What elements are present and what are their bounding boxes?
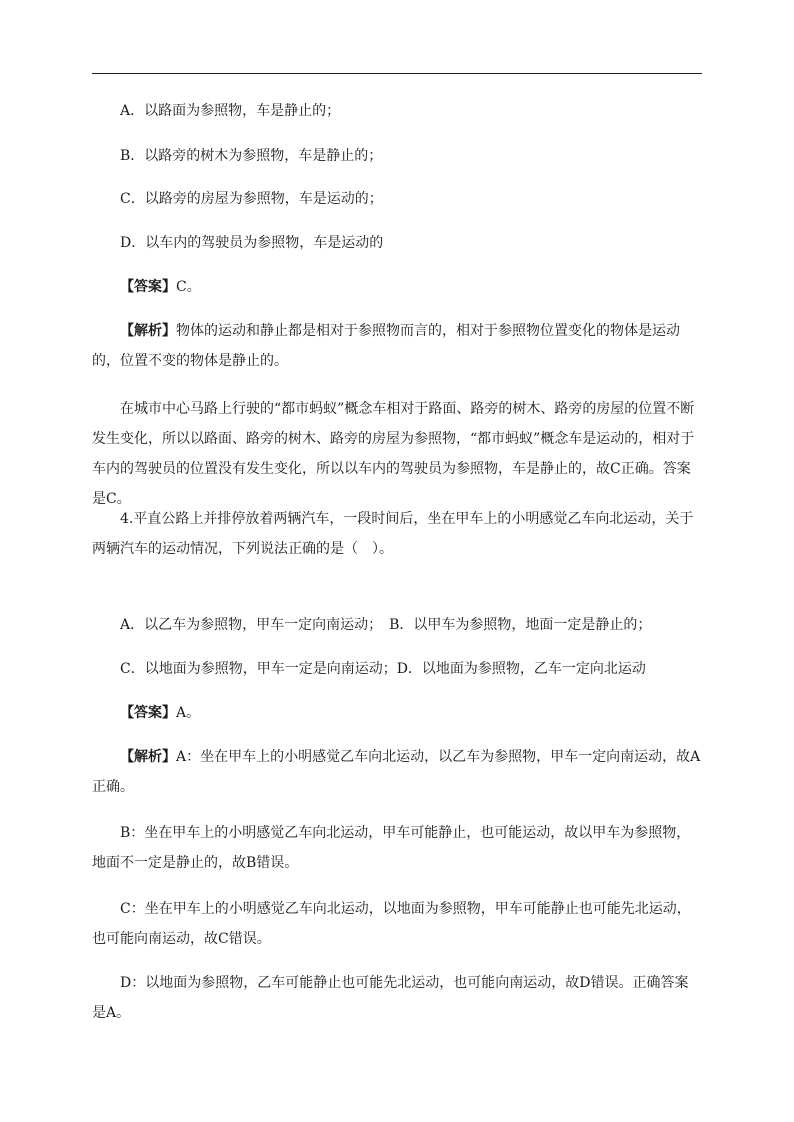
q4-options-line-1: A．以乙车为参照物，甲车一定向南运动； B．以甲车为参照物，地面一定是静止的； — [120, 617, 652, 633]
analysis-text: A：坐在甲车上的小明感觉乙车向北运动，以乙车为参照物，甲车一定向南运动，故A正确。 — [92, 749, 701, 795]
header-rule — [92, 73, 702, 74]
answer-text: C。 — [176, 279, 201, 295]
q4-question: 4.平直公路上并排停放着两辆汽车，一段时间后，坐在甲车上的小明感觉乙车向北运动，关于两辆汽车的运动情况，下列说法正确的是（ ）。 — [92, 511, 694, 557]
answer-text: A。 — [176, 705, 201, 721]
answer-tag: 【答案】 — [120, 279, 176, 295]
q4-analysis-d: D：以地面为参照物，乙车可能静止也可能先北运动，也可能向南运动，故D错误。正确答案是A。 — [92, 975, 689, 1021]
q3-analysis — [92, 316, 702, 376]
analysis-tag: 【解析】 — [120, 323, 176, 339]
q3-analysis-paragraph-2: 在城市中心马路上行驶的“都市蚂蚁”概念车相对于路面、路旁的树木、路旁的房屋的位置不断发生变化，所以以路面、路旁的树木、路旁的房屋为参照物，“都市蚂蚁”概念车是运动的，相对于车内的驾驶员的位置没有发生变化，所以以车内的驾驶员为参照物，车是静止的，故C正确。答案是C。 — [92, 401, 695, 507]
q3-option-a: A．以路面为参照物，车是静止的； — [120, 103, 341, 119]
q3-answer — [92, 272, 702, 302]
q4-answer — [92, 698, 702, 728]
analysis-text: 物体的运动和静止都是相对于参照物而言的，相对于参照物位置变化的物体是运动的，位置不变的物体是静止的。 — [92, 323, 680, 369]
q3-option-c: C．以路旁的房屋为参照物，车是运动的； — [120, 191, 383, 207]
q3-option-d: D．以车内的驾驶员为参照物，车是运动的 — [120, 235, 384, 251]
q4-analysis-a — [92, 742, 702, 802]
analysis-tag: 【解析】 — [120, 749, 176, 765]
q4-options-line-2: C．以地面为参照物，甲车一定是向南运动；D．以地面为参照物，乙车一定向北运动 — [120, 661, 646, 677]
q3-option-b: B．以路旁的树木为参照物，车是静止的； — [120, 148, 383, 164]
answer-tag: 【答案】 — [120, 705, 176, 721]
q4-analysis-b: B：坐在甲车上的小明感觉乙车向北运动，甲车可能静止，也可能运动，故以甲车为参照物，地面不一定是静止的，故B错误。 — [92, 825, 691, 871]
q4-analysis-c: C：坐在甲车上的小明感觉乙车向北运动，以地面为参照物，甲车可能静止也可能先北运动，也可能向南运动，故C错误。 — [92, 901, 691, 947]
